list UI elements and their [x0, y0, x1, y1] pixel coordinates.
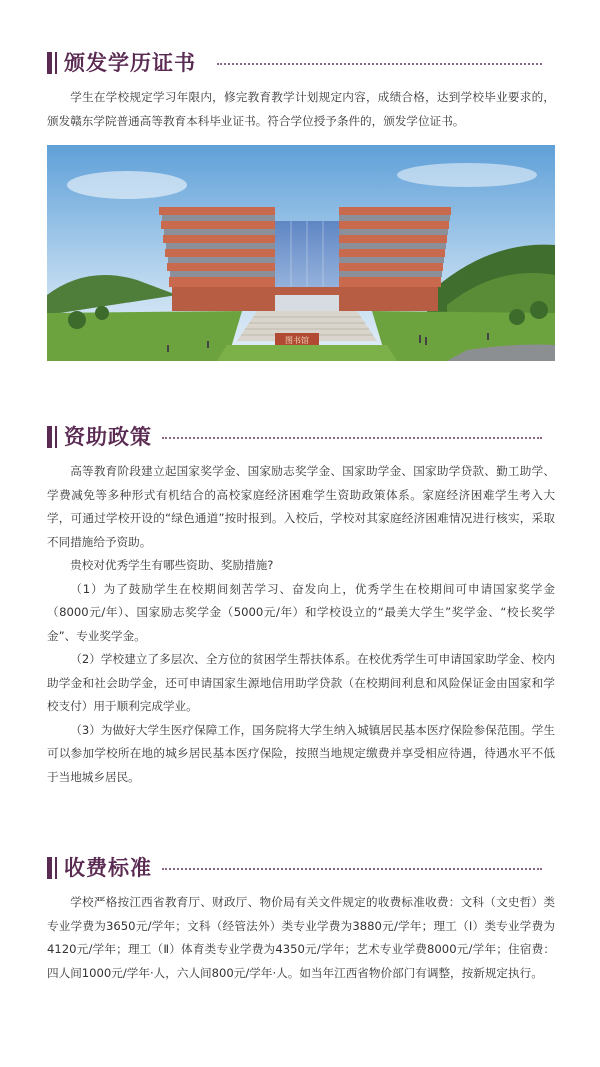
heading-bar-icon [47, 52, 52, 74]
heading-bar-thin-icon [55, 426, 57, 448]
heading-bar-thin-icon [55, 857, 57, 879]
certificate-paragraph: 学生在学校规定学习年限内，修完教育教学计划规定内容，成绩合格，达到学校毕业要求的，颁发赣东学院普通高等教育本科毕业证书。符合学位授予条件的，颁发学位证书。 [47, 90, 555, 128]
dotted-divider [162, 437, 542, 439]
aid-paragraph-scholarship: （1）为了鼓励学生在校期间刻苦学习、奋发向上，优秀学生在校期间可申请国家奖学金（8000元/年）、国家励志奖学金（5000元/年）和学校设立的“最美大学生”奖学金、“校长奖学金”、专业奖学金。 [47, 581, 555, 643]
fees-paragraph: 学校严格按江西省教育厅、财政厅、物价局有关文件规定的收费标准收费：文科（文史哲）类专业学费为3650元/学年；文科（经管法外）类专业学费为3880元/学年；理工（Ⅰ）类专业学费为4120元/学年；理工（Ⅱ）体育类专业学费为4350元/学年；艺术专业学费8000元/学年；住宿费：四人间1000元/学年·人，六人间800元/学年·人。如当年江西省物价部门有调整，按新规定执行。 [47, 895, 555, 980]
heading-bar-icon [47, 857, 52, 879]
section-header-fees [47, 853, 567, 883]
section-header-certificate [47, 48, 567, 78]
financial-aid-body [47, 460, 555, 789]
section-header-financial-aid [47, 422, 567, 452]
section-title: 收费标准 [64, 856, 152, 880]
library-sign-text: 图书馆 [285, 336, 309, 345]
heading-bar-icon [47, 426, 52, 448]
library-building-illustration [47, 145, 555, 361]
dotted-divider [162, 868, 542, 870]
section-title: 资助政策 [64, 425, 152, 449]
section-title: 颁发学历证书 [64, 51, 196, 75]
aid-paragraph-medical: （3）为做好大学生医疗保障工作，国务院将大学生纳入城镇居民基本医疗保险参保范围。学生可以参加学校所在地的城乡居民基本医疗保险，按照当地规定缴费并享受相应待遇，待遇水平不低于当地城乡居民。 [47, 722, 555, 784]
aid-question: 贵校对优秀学生有哪些资助、奖励措施? [70, 558, 274, 572]
dotted-divider [217, 63, 542, 65]
aid-paragraph-1: 高等教育阶段建立起国家奖学金、国家励志奖学金、国家助学金、国家助学贷款、勤工助学、学费减免等多种形式有机结合的高校家庭经济困难学生资助政策体系。家庭经济困难学生考入大学，可通过学校开设的“绿色通道”按时报到。入校后，学校对其家庭经济困难情况进行核实，采取不同措施给予资助。 [47, 464, 555, 549]
campus-library-photo [47, 145, 555, 361]
heading-bar-thin-icon [55, 52, 57, 74]
aid-paragraph-support-system: （2）学校建立了多层次、全方位的贫困学生帮扶体系。在校优秀学生可申请国家助学金、校内助学金和社会助学金，还可申请国家生源地信用助学贷款（在校期间利息和风险保证金由国家和学校支付）用于顺利完成学业。 [47, 652, 555, 713]
